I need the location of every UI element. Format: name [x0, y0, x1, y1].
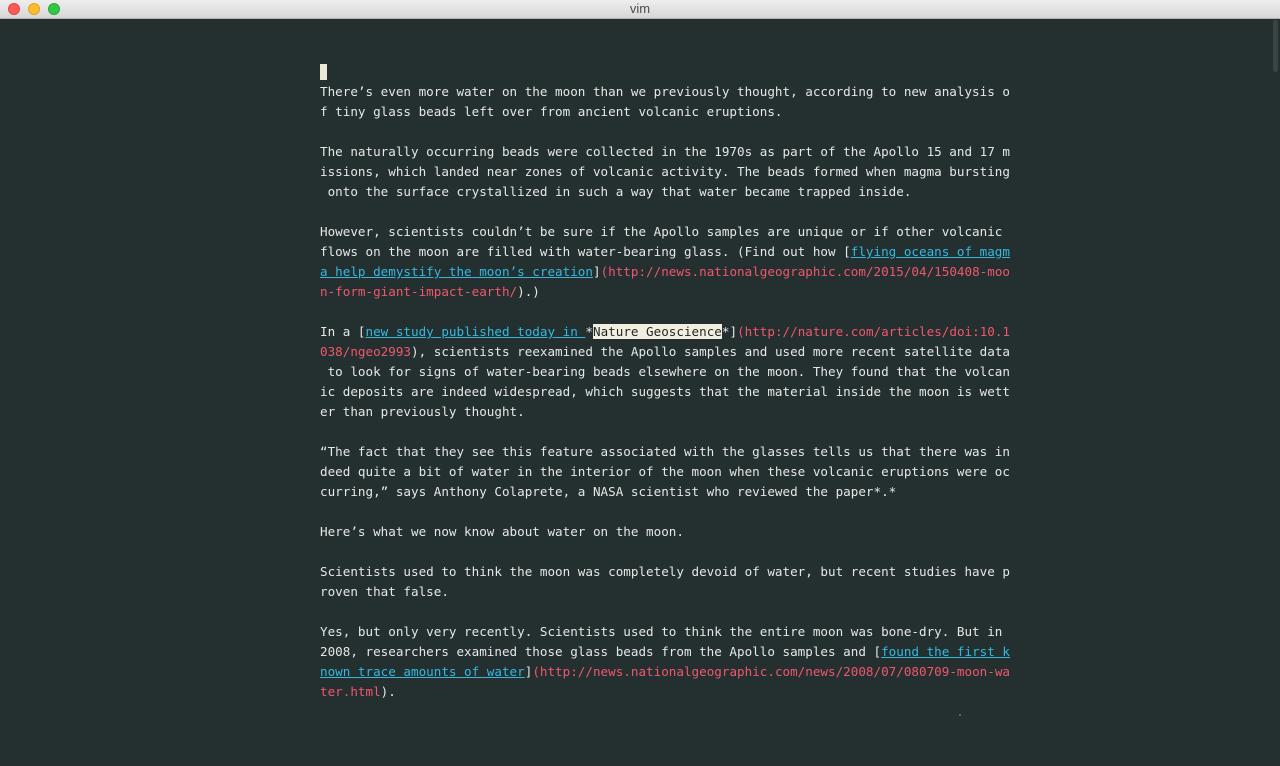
line-text: *] — [721, 324, 738, 339]
buffer-line[interactable] — [320, 242, 1010, 262]
buffer-line[interactable] — [320, 182, 980, 202]
line-text: roven that false. — [320, 584, 449, 599]
buffer-line[interactable] — [320, 482, 980, 502]
buffer-line[interactable] — [320, 142, 1010, 162]
buffer-line[interactable] — [320, 622, 1003, 642]
line-text: ), scientists reexamined the Apollo samples and used more recent satellite data — [411, 344, 1010, 359]
buffer-line[interactable] — [320, 282, 980, 302]
markdown-link-text: found the first k — [881, 644, 1010, 659]
markdown-link-url: 038/ngeo2993 — [320, 344, 411, 359]
buffer-line[interactable] — [320, 682, 980, 702]
blank-line[interactable] — [320, 202, 980, 222]
buffer-line[interactable] — [320, 262, 1010, 282]
line-text: “The fact that they see this feature associated with the glasses tells us that there was in — [320, 444, 1010, 459]
buffer-line[interactable] — [320, 82, 1010, 102]
markdown-link-url: (http://news.nationalgeographic.com/2015/04/150408-moo — [600, 264, 1010, 279]
line-text: issions, which landed near zones of volcanic activity. The beads formed when magma bursting — [320, 164, 1010, 179]
buffer-line[interactable] — [320, 562, 1010, 582]
line-text: Scientists used to think the moon was completely devoid of water, but recent studies have p — [320, 564, 1010, 579]
line-text: The naturally occurring beads were collected in the 1970s as part of the Apollo 15 and 17 m — [320, 144, 1010, 159]
blank-line[interactable] — [320, 302, 980, 322]
buffer-line[interactable] — [320, 62, 980, 82]
text-cursor — [320, 64, 327, 80]
text-buffer[interactable] — [320, 62, 1011, 702]
line-text: curring,” says Anthony Colaprete, a NASA scientist who reviewed the paper*.* — [320, 484, 897, 499]
line-text: In a [ — [320, 324, 366, 339]
window-title: vim — [629, 1, 651, 16]
line-text: ] — [524, 664, 533, 679]
line-text: Here’s what we now know about water on the moon. — [320, 524, 684, 539]
buffer-line[interactable] — [320, 402, 980, 422]
blank-line[interactable] — [320, 542, 980, 562]
line-text: flows on the moon are filled with water-bearing glass. (Find out how [ — [320, 244, 851, 259]
buffer-line[interactable] — [320, 642, 1010, 662]
buffer-line[interactable] — [320, 522, 980, 542]
line-text: f tiny glass beads left over from ancient volcanic eruptions. — [320, 104, 783, 119]
buffer-line[interactable] — [320, 362, 1010, 382]
scrollbar-thumb[interactable] — [1273, 20, 1278, 72]
line-text: deed quite a bit of water in the interior of the moon when these volcanic eruptions were oc — [320, 464, 1010, 479]
markdown-link-url: n-form-giant-impact-earth/ — [320, 284, 518, 299]
markdown-link-text: a help demystify the moon’s creation — [320, 264, 593, 279]
buffer-line[interactable] — [320, 582, 980, 602]
buffer-line[interactable] — [320, 162, 1010, 182]
blank-line[interactable] — [320, 122, 980, 142]
line-text: onto the surface crystallized in such a way that water became trapped inside. — [320, 184, 912, 199]
buffer-line[interactable] — [320, 222, 1003, 242]
buffer-line[interactable] — [320, 102, 980, 122]
markdown-link-text: nown trace amounts of water — [320, 664, 525, 679]
line-text: ] — [592, 264, 601, 279]
blank-line[interactable] — [320, 422, 980, 442]
line-text: to look for signs of water-bearing beads elsewhere on the moon. They found that the volcan — [320, 364, 1010, 379]
markdown-link-url: ter.html — [320, 684, 381, 699]
line-text: ). — [380, 684, 396, 699]
line-text: There’s even more water on the moon than we previously thought, according to new analysis o — [320, 84, 1010, 99]
buffer-line[interactable] — [320, 662, 1010, 682]
stray-dot — [959, 714, 961, 716]
buffer-line[interactable] — [320, 442, 1010, 462]
search-highlight: Nature Geoscience — [592, 324, 722, 339]
buffer-line[interactable] — [320, 342, 1010, 362]
markdown-link-text: new study published today in — [365, 324, 586, 339]
markdown-link-text: flying oceans of magm — [850, 244, 1010, 259]
blank-line[interactable] — [320, 602, 980, 622]
line-text: ic deposits are indeed widespread, which suggests that the material inside the moon is wett — [320, 384, 1010, 399]
line-text: ).) — [517, 284, 540, 299]
line-text: 2008, researchers examined those glass beads from the Apollo samples and [ — [320, 644, 882, 659]
buffer-line[interactable] — [320, 382, 1010, 402]
buffer-line[interactable] — [320, 462, 1010, 482]
line-text: However, scientists couldn’t be sure if the Apollo samples are unique or if other volcanic — [320, 224, 1003, 239]
blank-line[interactable] — [320, 502, 980, 522]
markdown-link-url: (http://nature.com/articles/doi:10.1 — [737, 324, 1011, 339]
title-bar — [0, 0, 1280, 19]
buffer-line[interactable] — [320, 322, 1011, 342]
line-text: * — [585, 324, 593, 339]
markdown-link-url: (http://news.nationalgeographic.com/news/2008/07/080709-moon-wa — [532, 664, 1010, 679]
line-text: Yes, but only very recently. Scientists used to think the entire moon was bone-dry. But in — [320, 624, 1003, 639]
line-text: er than previously thought. — [320, 404, 525, 419]
